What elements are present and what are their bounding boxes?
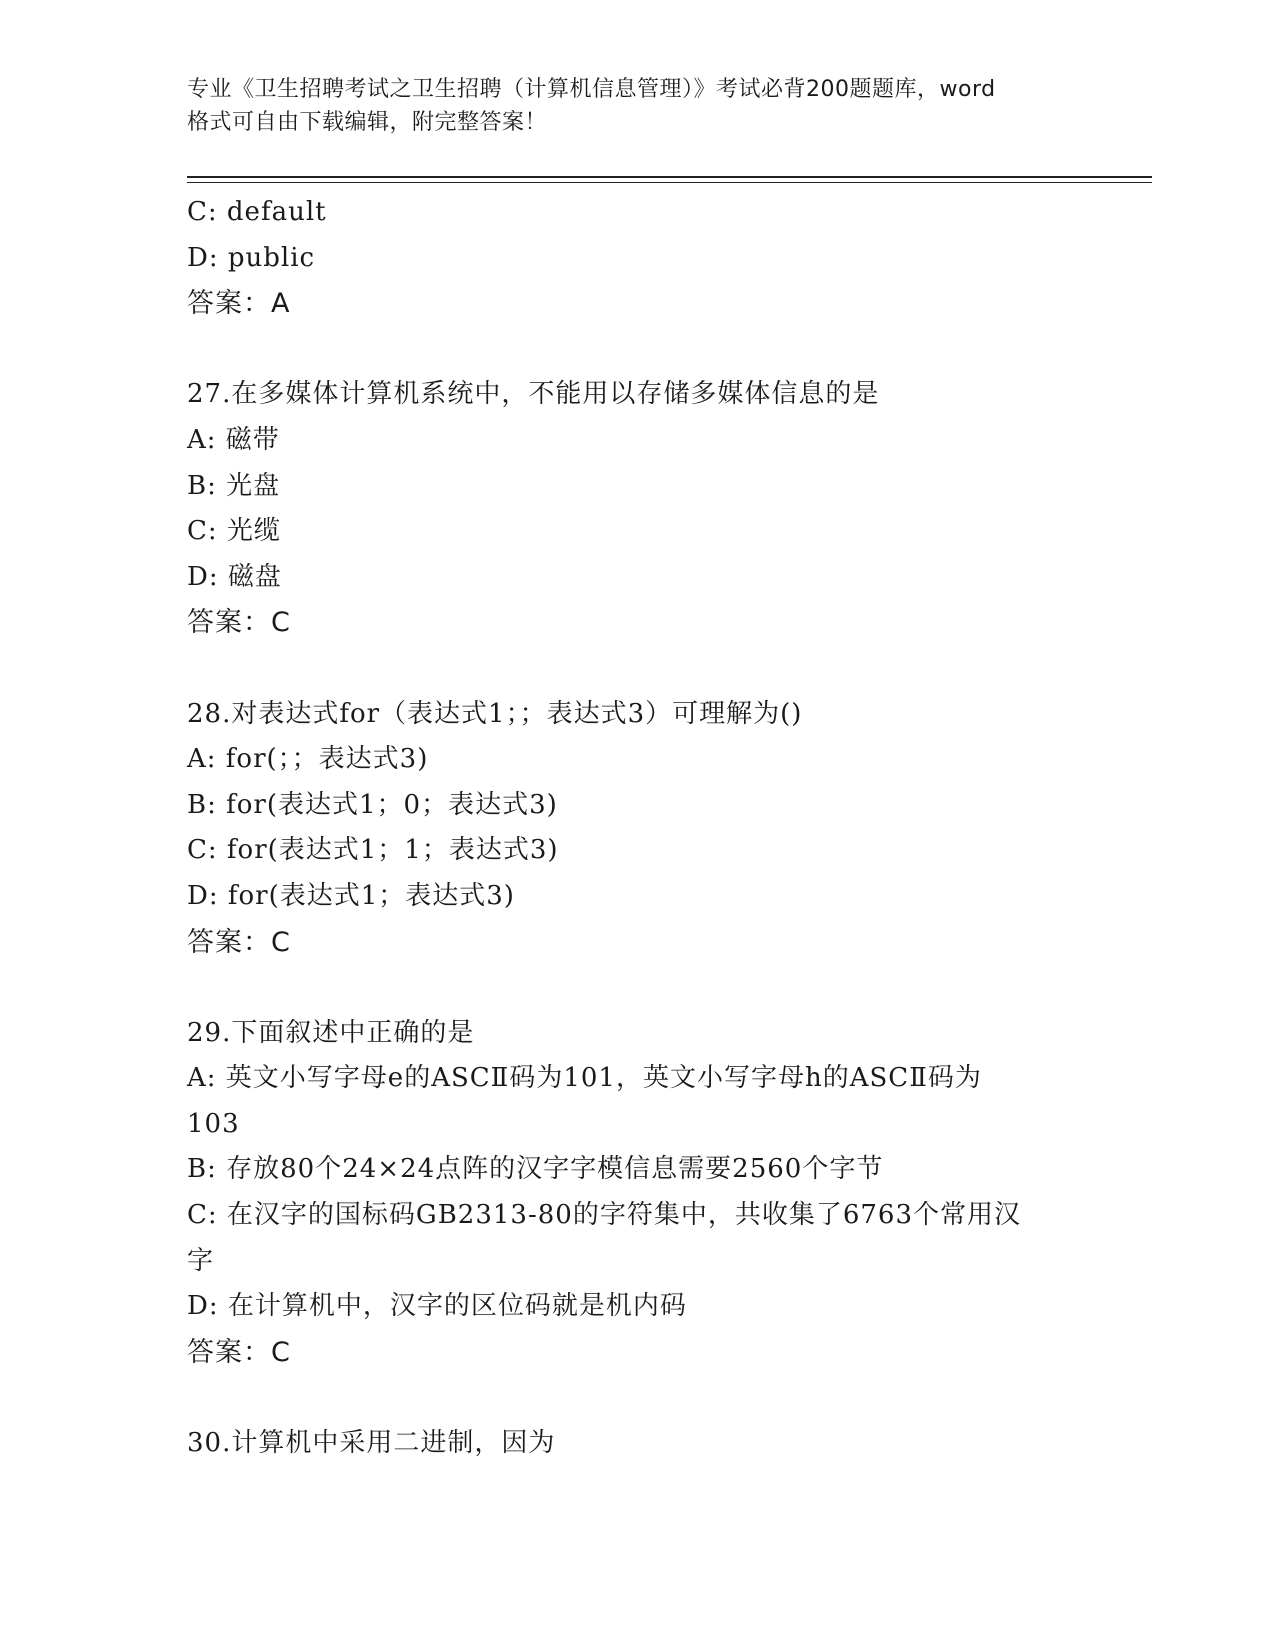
header-rule-thick	[187, 176, 1152, 178]
question-26-tail	[187, 190, 1147, 327]
q27-option-b: B: 光盘	[187, 470, 281, 501]
q29-option-b: B: 存放80个24×24点阵的汉字字模信息需要2560个字节	[187, 1154, 884, 1185]
document-header	[187, 73, 1087, 139]
q27-option-a: A: 磁带	[187, 424, 280, 455]
q28-option-b: B: for(表达式1；0；表达式3)	[187, 789, 558, 820]
q28-stem: 28.对表达式for（表达式1；；表达式3）可理解为()	[187, 698, 803, 729]
spacer	[187, 646, 1147, 692]
q29-option-c-line-2: 字	[187, 1245, 215, 1276]
question-content	[187, 190, 1147, 1467]
q28-answer: 答案：C	[187, 926, 291, 958]
header-line-1: 专业《卫生招聘考试之卫生招聘（计算机信息管理）》考试必背200题题库，word	[187, 77, 996, 102]
q29-option-c-line-1: C: 在汉字的国标码GB2313-80的字符集中，共收集了6763个常用汉	[187, 1200, 1021, 1231]
spacer	[187, 1375, 1147, 1421]
q29-answer: 答案：C	[187, 1336, 291, 1368]
q29-option-d: D: 在计算机中，汉字的区位码就是机内码	[187, 1291, 687, 1322]
question-29	[187, 1011, 1147, 1376]
q28-option-a: A: for(；；表达式3)	[187, 744, 429, 775]
q30-stem: 30.计算机中采用二进制，因为	[187, 1428, 556, 1459]
q29-option-a-line-2: 103	[187, 1108, 240, 1139]
question-30	[187, 1421, 1147, 1467]
q28-option-d: D: for(表达式1；表达式3)	[187, 880, 515, 911]
question-28	[187, 692, 1147, 966]
q29-option-a-line-1: A: 英文小写字母e的ASCⅡ码为101，英文小写字母h的ASCⅡ码为	[187, 1063, 982, 1094]
header-line-2: 格式可自由下载编辑，附完整答案！	[187, 110, 548, 135]
q27-answer: 答案：C	[187, 607, 291, 639]
q26-option-c: C: default	[187, 197, 327, 227]
q29-stem: 29.下面叙述中正确的是	[187, 1017, 475, 1048]
q27-option-d: D: 磁盘	[187, 561, 282, 592]
q27-option-c: C: 光缆	[187, 516, 281, 547]
q27-stem: 27.在多媒体计算机系统中，不能用以存储多媒体信息的是	[187, 379, 880, 410]
q26-answer: 答案：A	[187, 288, 291, 320]
spacer	[187, 965, 1147, 1011]
q26-option-d: D: public	[187, 242, 316, 273]
spacer	[187, 327, 1147, 373]
question-27	[187, 372, 1147, 646]
header-rule-thin	[187, 182, 1152, 183]
q28-option-c: C: for(表达式1；1；表达式3)	[187, 835, 559, 866]
